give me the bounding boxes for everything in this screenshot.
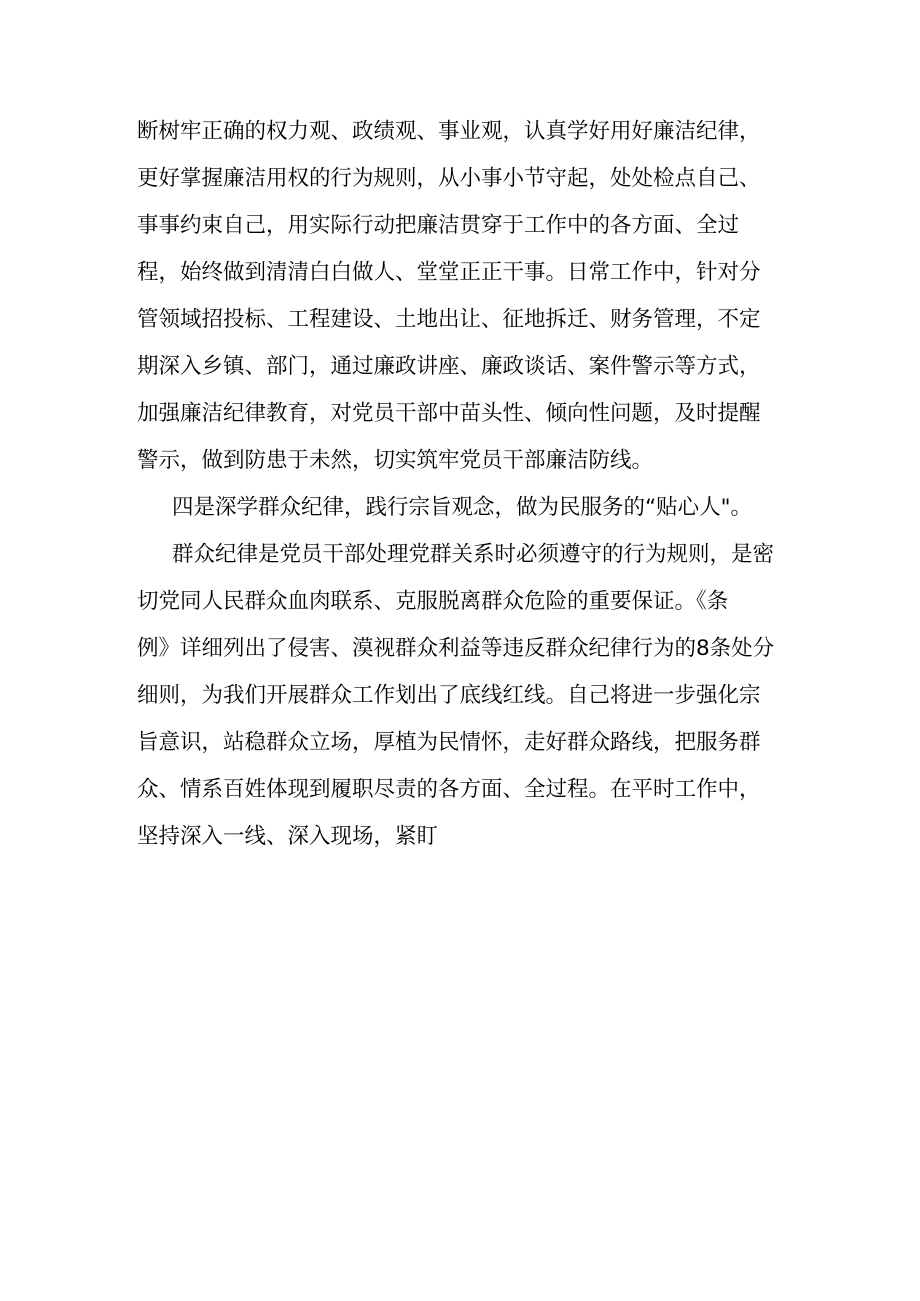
text-line: 旨意识，站稳群众立场，厚植为民情怀，走好群众路线，把服务群	[137, 730, 761, 755]
text-line: 坚持深入一线、深入现场，紧盯	[137, 824, 439, 849]
paragraph	[137, 484, 797, 531]
text-line: 群众纪律是党员干部处理党群关系时必须遵守的行为规则，是密	[172, 542, 775, 567]
text-line: 更好掌握廉洁用权的行为规则，从小事小节守起，处处检点自己、	[137, 166, 761, 191]
text-line: 程，始终做到清清白白做人、堂堂正正干事。日常工作中，针对分	[137, 260, 761, 285]
text-line: 细则，为我们开展群众工作划出了底线红线。自己将进一步强化宗	[137, 683, 761, 708]
text-line: 管领域招投标、工程建设、土地出让、征地拆迁、财务管理，不定	[137, 307, 761, 332]
text-line: 切党同人民群众血肉联系、克服脱离群众危险的重要保证。《条	[137, 589, 729, 614]
text-line: 加强廉洁纪律教育，对党员干部中苗头性、倾向性问题，及时提醒	[137, 401, 761, 426]
paragraph	[137, 531, 797, 860]
text-line: 例》详细列出了侵害、漠视群众利益等违反群众纪律行为的8条处分	[137, 636, 775, 661]
body-text	[137, 108, 797, 860]
text-line: 期深入乡镇、部门，通过廉政讲座、廉政谈话、案件警示等方式，	[137, 354, 761, 379]
text-line: 四是深学群众纪律，践行宗旨观念，做为民服务的“贴心人"。	[172, 495, 753, 520]
text-line: 警示，做到防患于未然，切实筑牢党员干部廉洁防线。	[137, 448, 654, 473]
paragraph	[137, 108, 797, 484]
text-line: 众、情系百姓体现到履职尽责的各方面、全过程。在平时工作中，	[137, 777, 761, 802]
text-line: 事事约束自己，用实际行动把廉洁贯穿于工作中的各方面、全过	[137, 213, 740, 238]
text-line: 断树牢正确的权力观、政绩观、事业观，认真学好用好廉洁纪律，	[137, 119, 761, 144]
